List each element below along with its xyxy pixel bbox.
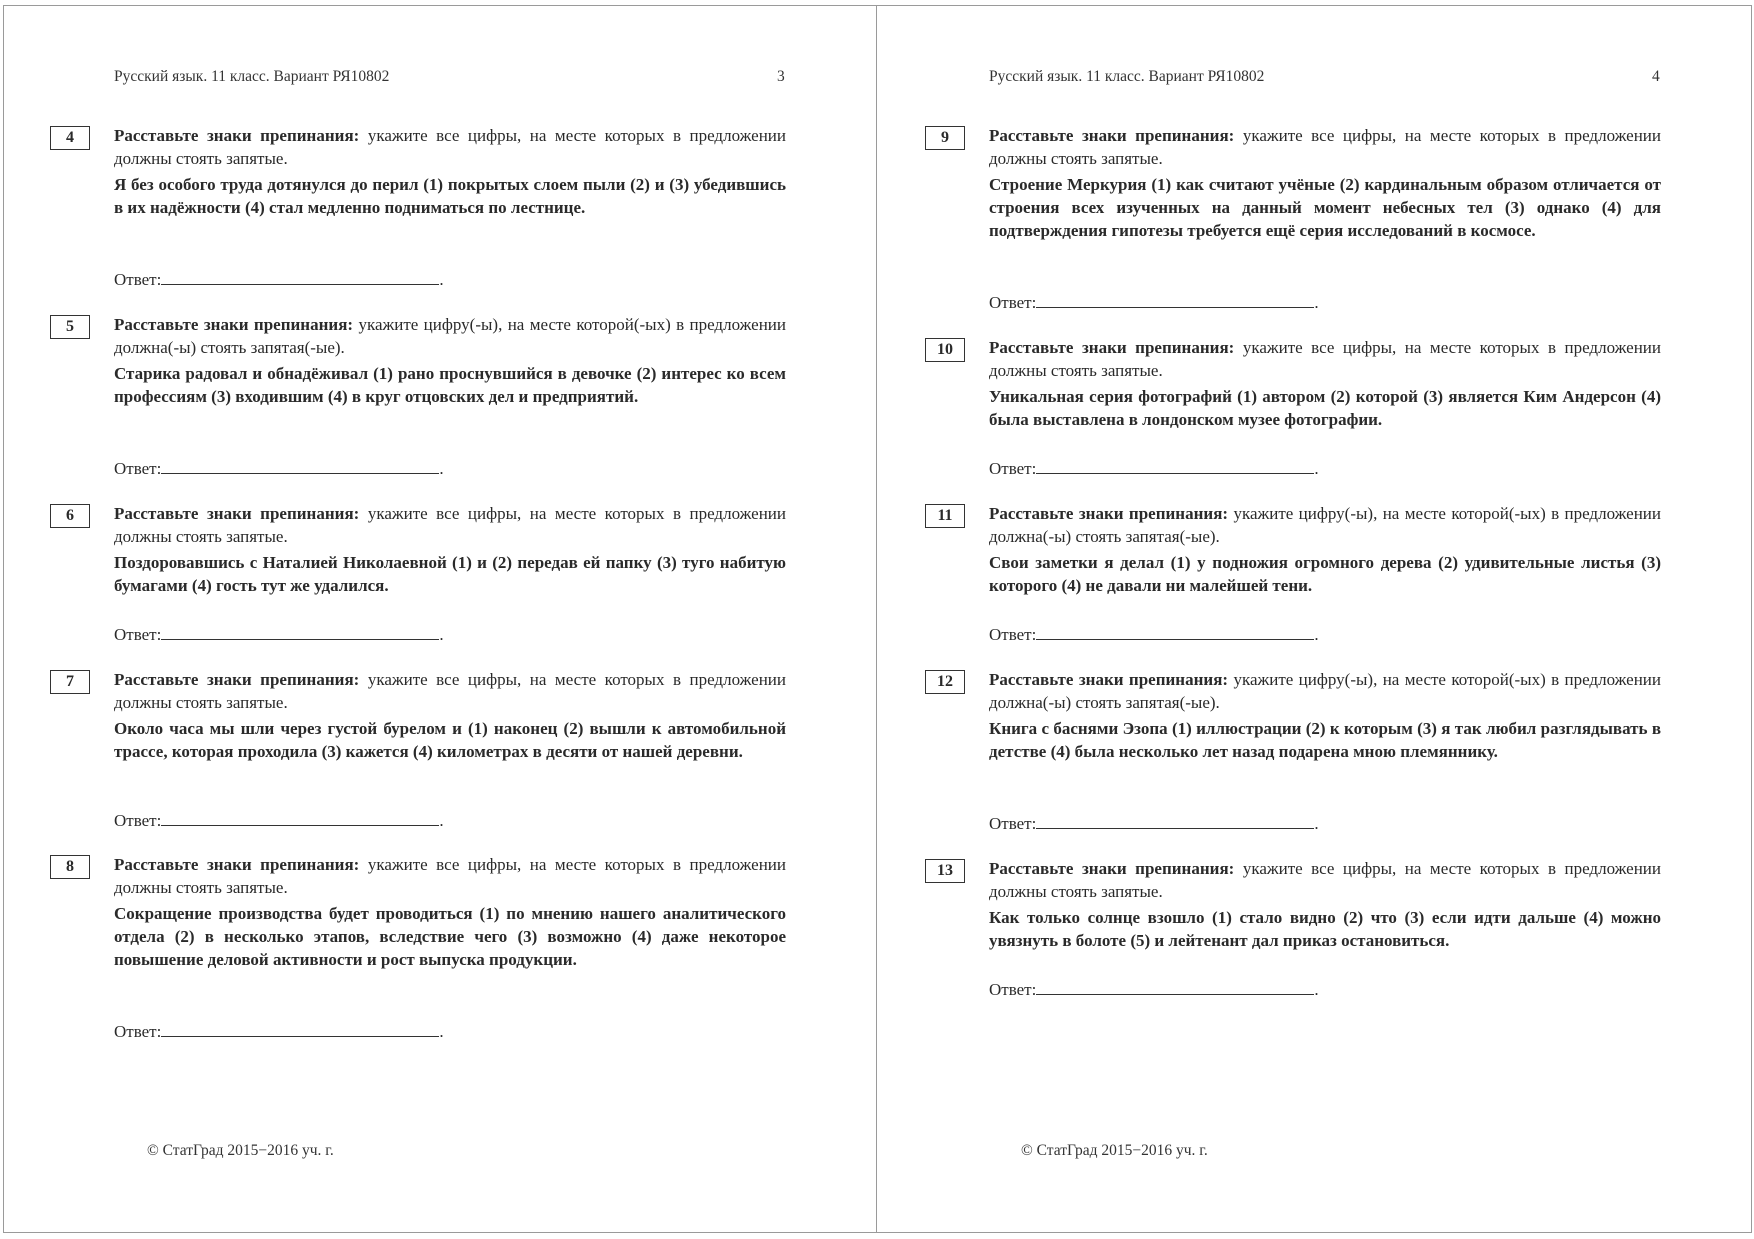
task-body <box>114 853 786 971</box>
header-title: Русский язык. 11 класс. Вариант РЯ10802 <box>114 68 390 85</box>
answer-line[interactable] <box>1036 977 1314 995</box>
task-number-box: 8 <box>50 855 90 879</box>
task-instruction: Расставьте знаки препинания: укажите все цифры, на месте которых в предложении должны стоять запятые. <box>114 855 787 897</box>
answer-line[interactable] <box>161 808 439 826</box>
answer-line[interactable] <box>1036 622 1314 640</box>
answer-field[interactable]: Ответ: . <box>114 267 444 290</box>
answer-field[interactable]: Ответ: . <box>114 622 444 645</box>
task-body <box>989 857 1661 952</box>
answer-line[interactable] <box>1036 811 1314 829</box>
header-title: Русский язык. 11 класс. Вариант РЯ10802 <box>989 68 1265 85</box>
task-sentence: Я без особого труда дотянулся до перил (1) покрытых слоем пыли (2) и (3) убедившись в их надёжности (4) стал медленно подниматься по лестнице. <box>114 175 786 217</box>
task-number-box: 4 <box>50 126 90 150</box>
task-body <box>989 502 1661 597</box>
answer-line[interactable] <box>1036 456 1314 474</box>
page-number: 3 <box>777 68 785 85</box>
task-body <box>989 668 1661 763</box>
task-sentence: Свои заметки я делал (1) у подножия огромного дерева (2) удивительные листья (3) которого (4) не давали ни малейшей тени. <box>989 553 1661 595</box>
answer-line[interactable] <box>161 267 439 285</box>
answer-field[interactable]: Ответ: . <box>989 622 1319 645</box>
answer-field[interactable]: Ответ: . <box>989 290 1319 313</box>
task-sentence: Поздоровавшись с Наталией Николаевной (1) и (2) передав ей папку (3) туго набитую бумагами (4) гость тут же удалился. <box>114 553 786 595</box>
task-instruction: Расставьте знаки препинания: укажите цифру(-ы), на месте которой(-ых) в предложении должна(-ы) стоять запятая(-ые). <box>989 670 1662 712</box>
answer-field[interactable]: Ответ: . <box>114 808 444 831</box>
task-number-box: 9 <box>925 126 965 150</box>
task-number-box: 10 <box>925 338 965 362</box>
task-sentence: Около часа мы шли через густой бурелом и (1) наконец (2) вышли к автомобильной трассе, которая проходила (3) кажется (4) километрах в десяти от нашей деревни. <box>114 719 786 761</box>
task-instruction: Расставьте знаки препинания: укажите все цифры, на месте которых в предложении должны стоять запятые. <box>114 504 787 546</box>
task-instruction: Расставьте знаки препинания: укажите цифру(-ы), на месте которой(-ых) в предложении должна(-ы) стоять запятая(-ые). <box>989 504 1662 546</box>
answer-line[interactable] <box>161 456 439 474</box>
task-number-box: 7 <box>50 670 90 694</box>
task-number-box: 12 <box>925 670 965 694</box>
task-number-box: 11 <box>925 504 965 528</box>
answer-field[interactable]: Ответ: . <box>989 977 1319 1000</box>
task-sentence: Как только солнце взошло (1) стало видно (2) что (3) если идти дальше (4) можно увязнуть в болоте (5) и лейтенант дал приказ остановиться. <box>989 908 1661 950</box>
page-number: 4 <box>1652 68 1660 85</box>
task-instruction: Расставьте знаки препинания: укажите цифру(-ы), на месте которой(-ых) в предложении должна(-ы) стоять запятая(-ые). <box>114 315 787 357</box>
footer-copyright: © СтатГрад 2015−2016 уч. г. <box>147 1142 334 1159</box>
task-sentence: Старика радовал и обнадёживал (1) рано проснувшийся в девочке (2) интерес ко всем профессиям (3) входившим (4) в круг отцовских дел и предприятий. <box>114 364 786 406</box>
task-instruction: Расставьте знаки препинания: укажите все цифры, на месте которых в предложении должны стоять запятые. <box>989 338 1662 380</box>
task-instruction: Расставьте знаки препинания: укажите все цифры, на месте которых в предложении должны стоять запятые. <box>114 670 787 712</box>
answer-field[interactable]: Ответ: . <box>989 811 1319 834</box>
task-body <box>114 502 786 597</box>
task-body <box>114 124 786 219</box>
answer-field[interactable]: Ответ: . <box>114 456 444 479</box>
answer-field[interactable]: Ответ: . <box>114 1019 444 1042</box>
task-number-box: 6 <box>50 504 90 528</box>
task-instruction: Расставьте знаки препинания: укажите все цифры, на месте которых в предложении должны стоять запятые. <box>989 859 1662 901</box>
task-body <box>989 336 1661 431</box>
task-sentence: Строение Меркурия (1) как считают учёные (2) кардинальным образом отличается от строения всех изученных на данный момент небесных тел (3) однако (4) для подтверждения гипотезы требуется ещё серия исследований в космосе. <box>989 175 1661 240</box>
task-sentence: Сокращение производства будет проводиться (1) по мнению нашего аналитического отдела (2) в несколько этапов, вследствие чего (3) возможно (4) даже некоторое повышение деловой активности и рост выпуска продукции. <box>114 904 786 969</box>
task-number-box: 13 <box>925 859 965 883</box>
page-left <box>3 5 878 1233</box>
answer-line[interactable] <box>161 622 439 640</box>
task-body <box>989 124 1661 242</box>
task-sentence: Уникальная серия фотографий (1) автором (2) которой (3) является Ким Андерсон (4) была выставлена в лондонском музее фотографии. <box>989 387 1661 429</box>
task-instruction: Расставьте знаки препинания: укажите все цифры, на месте которых в предложении должны стоять запятые. <box>989 126 1662 168</box>
answer-line[interactable] <box>161 1019 439 1037</box>
task-instruction: Расставьте знаки препинания: укажите все цифры, на месте которых в предложении должны стоять запятые. <box>114 126 787 168</box>
footer-copyright: © СтатГрад 2015−2016 уч. г. <box>1021 1142 1208 1159</box>
task-body <box>114 313 786 408</box>
answer-field[interactable]: Ответ: . <box>989 456 1319 479</box>
page-right <box>876 5 1752 1233</box>
task-sentence: Книга с баснями Эзопа (1) иллюстрации (2) к которым (3) я так любил разглядывать в детстве (4) была несколько лет назад подарена мною племяннику. <box>989 719 1661 761</box>
task-number-box: 5 <box>50 315 90 339</box>
task-body <box>114 668 786 763</box>
answer-line[interactable] <box>1036 290 1314 308</box>
